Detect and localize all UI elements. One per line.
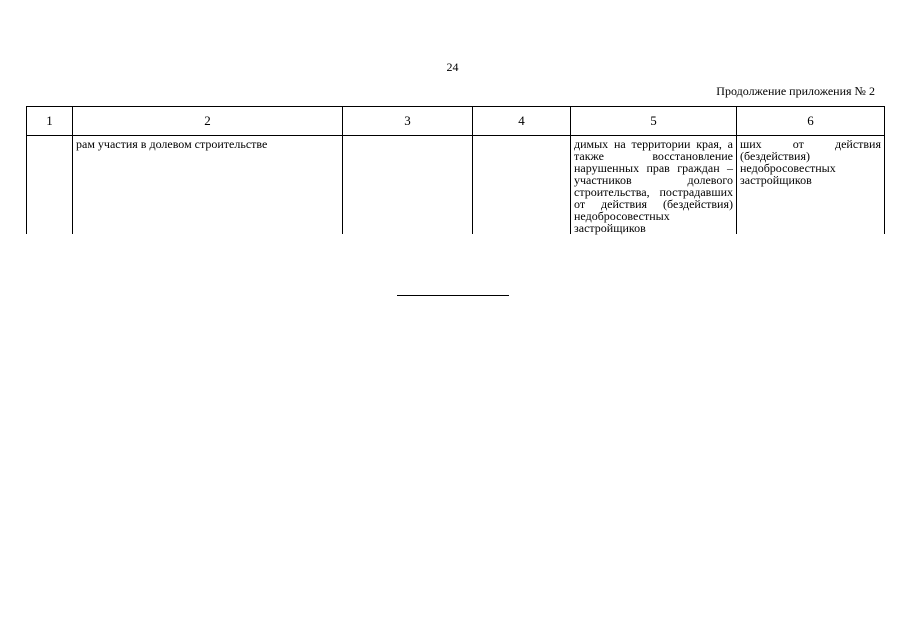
cell-col-5: димых на территории края, а также восстановление нарушенных прав граждан – участников долевого строительства, пострадавших от действия (бездействия) недобросовестных застройщиков [571,136,737,235]
appendix-continuation-label: Продолжение приложения № 2 [716,84,875,98]
page-number: 24 [446,60,459,74]
column-header-4: 4 [473,107,571,136]
cell-col-2: рам участия в долевом строительстве [73,136,343,235]
table-header-row [27,107,885,136]
cell-col-3 [343,136,473,235]
table-row [27,136,885,235]
end-separator-line [397,295,509,296]
appendix-table [26,106,885,234]
column-header-2: 2 [73,107,343,136]
cell-col-1 [27,136,73,235]
cell-col-4 [473,136,571,235]
column-header-5: 5 [571,107,737,136]
column-header-6: 6 [737,107,885,136]
column-header-3: 3 [343,107,473,136]
column-header-1: 1 [27,107,73,136]
cell-col-6: ших от действия (бездействия) недобросовестных застройщиков [737,136,885,235]
